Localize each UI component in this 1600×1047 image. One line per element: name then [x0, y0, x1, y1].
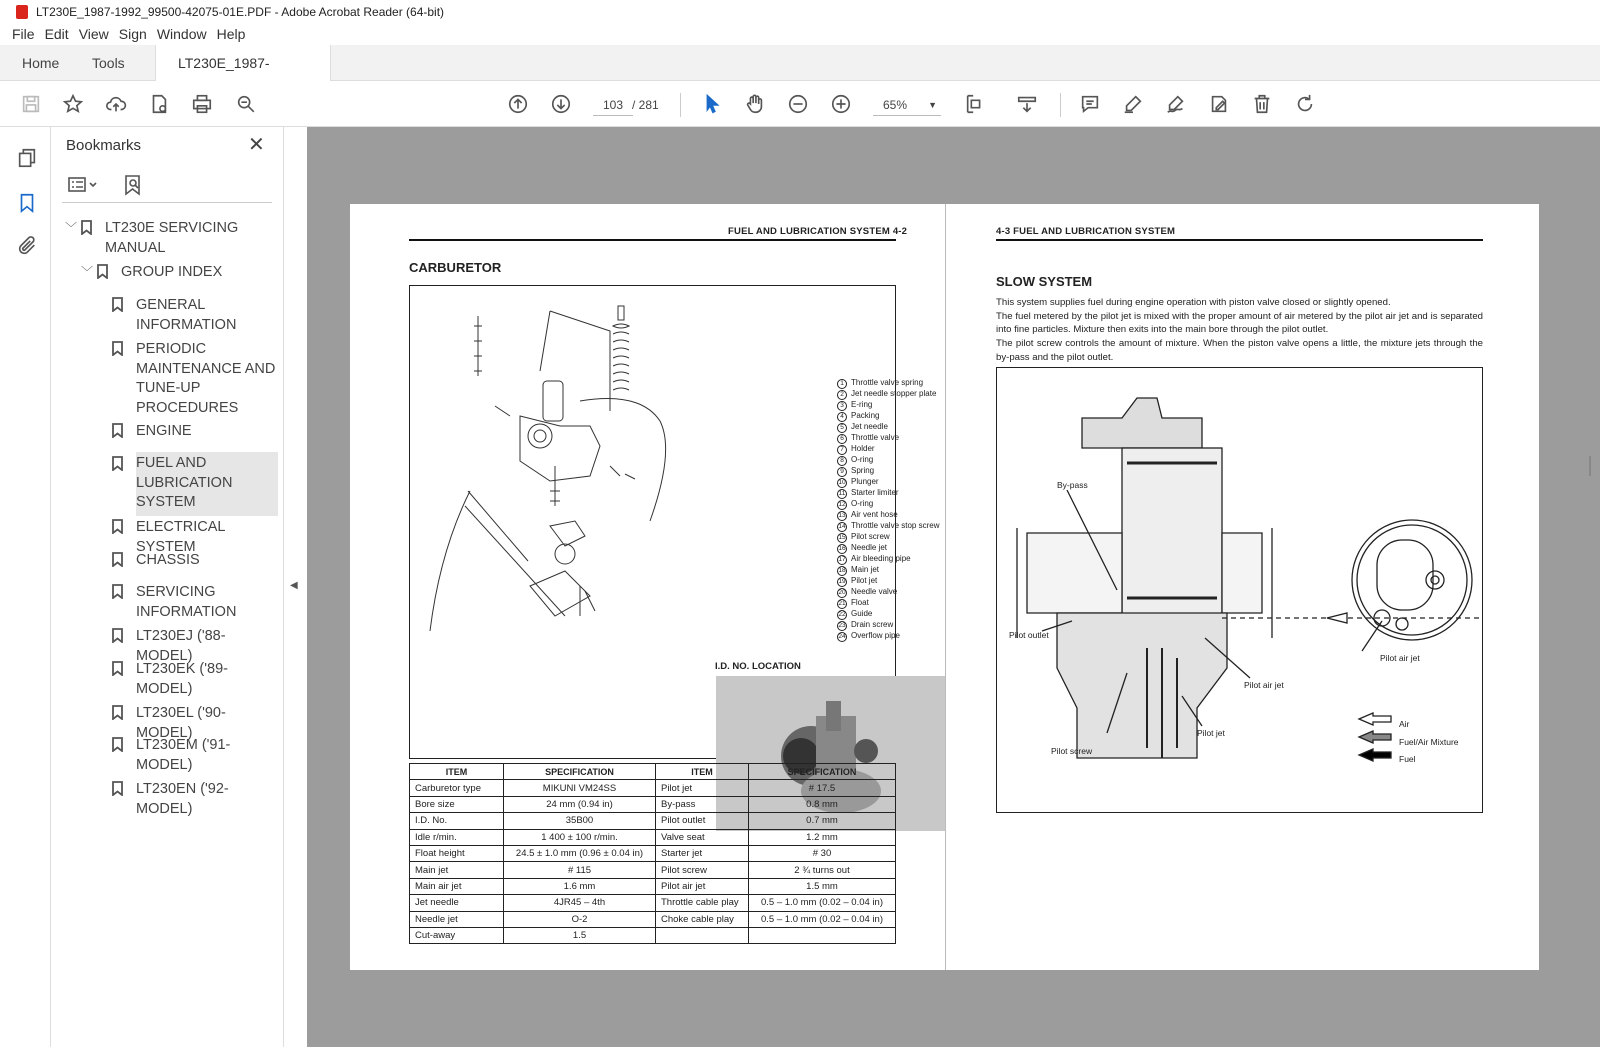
legend-fuel: Fuel — [1399, 754, 1416, 764]
part-number: 24 — [838, 633, 846, 640]
part-legend-item — [837, 422, 939, 433]
table-cell: # 115 — [504, 862, 656, 878]
table-row — [410, 878, 896, 894]
part-name: Pilot screw — [851, 532, 890, 541]
part-legend-item — [837, 609, 939, 620]
section-title: SLOW SYSTEM — [996, 274, 1093, 289]
bookmark-periodic-maintenance[interactable] — [136, 340, 276, 418]
part-number: 11 — [838, 490, 846, 497]
part-number: 10 — [838, 479, 846, 486]
find-bookmark-icon[interactable] — [124, 174, 144, 196]
part-legend-item — [837, 620, 939, 631]
part-number: 19 — [838, 578, 846, 585]
chevron-down-icon[interactable]: ﹀ — [65, 221, 78, 235]
bookmark-label: GENERAL INFORMATION — [136, 297, 237, 333]
menu-file[interactable]: File — [12, 26, 35, 42]
part-name: O-ring — [851, 499, 874, 508]
part-name: Plunger — [851, 477, 879, 486]
table-row — [410, 895, 896, 911]
table-row — [410, 829, 896, 845]
slow-system-description — [996, 296, 1483, 365]
next-page-icon[interactable] — [548, 91, 574, 117]
bookmark-engine[interactable] — [136, 422, 276, 442]
part-legend-item — [837, 499, 939, 510]
part-legend-item — [837, 510, 939, 521]
zoom-level-value: 65% — [883, 98, 908, 112]
bookmark-label: LT230EM ('91-MODEL) — [136, 737, 231, 773]
part-legend-item — [837, 477, 939, 488]
part-legend-item — [837, 587, 939, 598]
table-row — [410, 813, 896, 829]
window-title: LT230E_1987-1992_99500-42075-01E.PDF - Adobe Acrobat Reader (64-bit) — [36, 4, 445, 19]
specification-rows — [410, 780, 896, 944]
part-number: 2 — [837, 390, 847, 400]
window-title-bar — [0, 0, 1600, 23]
previous-page-icon[interactable] — [505, 91, 531, 117]
bookmark-icon — [112, 519, 123, 534]
bookmarks-panel — [52, 127, 284, 1047]
table-cell: 1.2 mm — [749, 829, 896, 845]
bookmark-label: CHASSIS — [136, 552, 200, 568]
bookmark-icon — [81, 220, 92, 235]
hand-tool-icon[interactable] — [742, 91, 768, 117]
toolbar-divider — [1060, 93, 1061, 117]
bookmark-star-icon[interactable] — [60, 91, 86, 117]
bookmark-fuel-and-lubrication-system[interactable] — [136, 452, 278, 516]
part-number: 12 — [838, 501, 846, 508]
part-name: Air bleeding pipe — [851, 554, 911, 563]
table-cell: Pilot outlet — [656, 813, 749, 829]
part-name: Guide — [851, 609, 873, 618]
bookmarks-icon[interactable] — [16, 192, 38, 214]
table-cell: MIKUNI VM24SS — [504, 780, 656, 796]
part-name: Packing — [851, 411, 880, 420]
chevron-down-icon: ▼ — [928, 100, 937, 110]
part-name: Starter limiter — [851, 488, 899, 497]
part-number: 9 — [837, 467, 847, 477]
table-row — [410, 845, 896, 861]
part-name: Overflow pipe — [851, 631, 900, 640]
bookmark-icon — [112, 341, 123, 356]
select-cursor-icon[interactable] — [699, 91, 725, 117]
table-cell: Pilot jet — [656, 780, 749, 796]
menu-bar — [0, 23, 1600, 45]
table-cell: 0.7 mm — [749, 813, 896, 829]
label-pilot-screw: Pilot screw — [1051, 746, 1093, 756]
table-cell: 24.5 ± 1.0 mm (0.96 ± 0.04 in) — [504, 845, 656, 861]
table-row — [410, 780, 896, 796]
bookmark-lt230em[interactable] — [136, 736, 236, 775]
slow-system-figure — [996, 367, 1483, 813]
label-pilot-outlet: Pilot outlet — [1009, 630, 1049, 640]
table-header: SPECIFICATION — [749, 764, 896, 780]
bookmarks-title: Bookmarks — [66, 137, 142, 154]
table-cell: Carburetor type — [410, 780, 504, 796]
pdf-page-4-3 — [945, 204, 1539, 970]
toolbar-divider — [680, 93, 681, 117]
save-icon[interactable] — [18, 91, 44, 117]
bookmark-icon — [112, 584, 123, 599]
part-legend-item — [837, 411, 939, 422]
bookmark-icon — [112, 628, 123, 643]
part-number: 22 — [838, 611, 846, 618]
table-cell: 0.5 – 1.0 mm (0.02 – 0.04 in) — [749, 895, 896, 911]
part-legend-item — [837, 565, 939, 576]
bookmark-icon — [112, 661, 123, 676]
part-legend-item — [837, 400, 939, 411]
pdf-app-icon — [16, 5, 28, 19]
part-number: 14 — [838, 523, 846, 530]
table-cell: # 17.5 — [749, 780, 896, 796]
part-legend-item — [837, 389, 939, 400]
table-cell: 1.5 mm — [749, 878, 896, 894]
zoom-in-icon[interactable] — [828, 91, 854, 117]
bookmark-label: GROUP INDEX — [121, 264, 223, 280]
bookmark-options-icon[interactable] — [68, 175, 100, 195]
part-legend-item — [837, 521, 939, 532]
section-title: CARBURETOR — [409, 260, 502, 275]
part-number: 21 — [838, 600, 846, 607]
part-number: 16 — [838, 545, 846, 552]
scrollbar-thumb[interactable] — [1589, 456, 1591, 476]
table-cell: 1.6 mm — [504, 878, 656, 894]
page-thumbnails-icon[interactable] — [16, 147, 38, 169]
table-cell: 1.5 — [504, 927, 656, 943]
part-name: Pilot jet — [851, 576, 878, 585]
delete-icon[interactable] — [1249, 91, 1275, 117]
bookmark-label: SERVICING INFORMATION — [136, 584, 237, 620]
page-header: FUEL AND LUBRICATION SYSTEM 4-2 — [728, 226, 908, 237]
legend-air: Air — [1399, 719, 1410, 729]
label-pilot-jet: Pilot jet — [1197, 728, 1225, 738]
part-name: Holder — [851, 444, 875, 453]
table-cell — [656, 927, 749, 943]
scroll-mode-icon[interactable] — [1014, 91, 1040, 117]
page-fit-icon[interactable] — [962, 91, 988, 117]
table-header: ITEM — [410, 764, 504, 780]
table-cell: 24 mm (0.94 in) — [504, 796, 656, 812]
table-cell: Choke cable play — [656, 911, 749, 927]
part-name: Throttle valve — [851, 433, 900, 442]
header-rule — [996, 239, 1483, 241]
part-legend-item — [837, 598, 939, 609]
table-cell: I.D. No. — [410, 813, 504, 829]
menu-view[interactable]: View — [78, 26, 109, 42]
part-name: Float — [851, 598, 869, 607]
bookmark-lt230en[interactable] — [136, 780, 236, 819]
paragraph: The pilot screw controls the amount of mixture. When the piston valve opens a little, the mixture jets through the by-pass and the pilot outlet. — [996, 338, 1483, 363]
part-name: Main jet — [851, 565, 880, 574]
part-name: O-ring — [851, 455, 874, 464]
part-name: Needle jet — [851, 543, 888, 552]
table-row — [410, 911, 896, 927]
collapse-panel-icon[interactable]: ◀ — [290, 580, 298, 591]
bookmark-label: PERIODIC MAINTENANCE AND TUNE-UP PROCEDURES — [136, 341, 276, 416]
table-cell: O-2 — [504, 911, 656, 927]
highlight-pen-icon[interactable] — [1120, 91, 1146, 117]
bookmark-general-information[interactable] — [136, 296, 256, 335]
table-cell: Main jet — [410, 862, 504, 878]
bookmark-icon — [112, 781, 123, 796]
bookmarks-toolbar — [62, 167, 272, 203]
legend-fuel-air-mixture: Fuel/Air Mixture — [1399, 737, 1459, 747]
part-legend-item — [837, 631, 939, 642]
bookmark-chassis[interactable] — [136, 551, 276, 571]
id-location-caption: I.D. NO. LOCATION — [715, 661, 801, 672]
part-legend-item — [837, 554, 939, 565]
part-name: Jet needle — [851, 422, 888, 431]
bookmark-icon — [112, 456, 123, 471]
part-name: Drain screw — [851, 620, 894, 629]
table-cell: 35B00 — [504, 813, 656, 829]
bookmark-lt230e-servicing-manual[interactable] — [65, 219, 275, 258]
part-name: Jet needle stopper plate — [851, 389, 937, 398]
menu-edit[interactable]: Edit — [44, 26, 69, 42]
bookmark-icon — [112, 423, 123, 438]
table-cell: Float height — [410, 845, 504, 861]
tab-document-label: LT230E_1987- — [178, 55, 270, 71]
part-number: 13 — [838, 512, 846, 519]
specification-table — [409, 763, 896, 944]
part-legend-item — [837, 378, 939, 389]
carburetor-figure — [409, 285, 940, 759]
bookmark-label: LT230EJ ('88-MODEL) — [136, 628, 226, 664]
sign-icon[interactable] — [1163, 91, 1189, 117]
menu-help[interactable]: Help — [216, 26, 246, 42]
part-legend-item — [837, 576, 939, 587]
bookmark-servicing-information[interactable] — [136, 583, 256, 622]
bookmark-icon — [112, 737, 123, 752]
part-legend-item — [837, 532, 939, 543]
label-pilot-air-jet: Pilot air jet — [1244, 680, 1284, 690]
part-number: 17 — [838, 556, 846, 563]
table-row — [410, 796, 896, 812]
part-legend-item — [837, 433, 939, 444]
header-rule — [409, 239, 896, 241]
part-number: 15 — [838, 534, 846, 541]
bookmark-icon — [112, 705, 123, 720]
bookmark-lt230ek[interactable] — [136, 660, 236, 699]
chevron-down-icon[interactable]: ﹀ — [81, 265, 94, 279]
pdf-page-4-2 — [350, 204, 945, 970]
bookmark-group-index[interactable] — [81, 263, 281, 283]
part-number: 4 — [837, 412, 847, 422]
zoom-level-select[interactable] — [873, 94, 941, 116]
toolbar — [0, 81, 1600, 127]
table-row — [410, 862, 896, 878]
part-number: 7 — [837, 445, 847, 455]
bookmark-label: ELECTRICAL SYSTEM — [136, 519, 225, 555]
part-number: 1 — [837, 379, 847, 389]
menu-window[interactable]: Window — [156, 26, 207, 42]
part-name: Throttle valve stop screw — [851, 521, 940, 530]
part-number: 20 — [838, 589, 846, 596]
label-by-pass: By-pass — [1057, 480, 1088, 490]
table-cell: Cut-away — [410, 927, 504, 943]
attachments-icon[interactable] — [16, 235, 38, 257]
part-number: 8 — [837, 456, 847, 466]
bookmark-label: FUEL AND LUBRICATION SYSTEM — [136, 455, 233, 510]
table-cell: Main air jet — [410, 878, 504, 894]
label-pilot-air-jet-detail: Pilot air jet — [1380, 653, 1420, 663]
print-icon[interactable] — [189, 91, 215, 117]
paragraph: This system supplies fuel during engine operation with piston valve closed or slightly opened. — [996, 297, 1391, 308]
part-legend-item — [837, 488, 939, 499]
part-name: Throttle valve spring — [851, 378, 924, 387]
close-icon[interactable]: ✕ — [248, 134, 265, 156]
upload-cloud-icon[interactable] — [103, 91, 129, 117]
bookmark-label: ENGINE — [136, 423, 192, 439]
part-name: E-ring — [851, 400, 873, 409]
table-row — [410, 927, 896, 943]
page-total: / 281 — [632, 98, 659, 112]
part-legend-item — [837, 444, 939, 455]
part-legend-item — [837, 455, 939, 466]
table-cell: Idle r/min. — [410, 829, 504, 845]
table-cell — [749, 927, 896, 943]
rotate-icon[interactable] — [1292, 91, 1318, 117]
table-cell: Jet needle — [410, 895, 504, 911]
table-cell: Pilot air jet — [656, 878, 749, 894]
part-legend-item — [837, 543, 939, 554]
table-cell: Needle jet — [410, 911, 504, 927]
table-cell: 0.8 mm — [749, 796, 896, 812]
comment-icon[interactable] — [1077, 91, 1103, 117]
table-header: SPECIFICATION — [504, 764, 656, 780]
zoom-out-icon[interactable] — [785, 91, 811, 117]
bookmark-label: LT230EL ('90-MODEL) — [136, 705, 226, 741]
table-cell: 4JR45 – 4th — [504, 895, 656, 911]
part-number: 6 — [837, 434, 847, 444]
part-number: 3 — [837, 401, 847, 411]
tab-tools[interactable]: Tools — [92, 55, 125, 71]
bookmark-icon — [97, 264, 108, 279]
left-navigation-rail — [0, 127, 51, 1047]
tab-home[interactable]: Home — [22, 55, 60, 71]
table-cell: # 30 — [749, 845, 896, 861]
table-cell: Pilot screw — [656, 862, 749, 878]
table-cell: Valve seat — [656, 829, 749, 845]
table-cell: Bore size — [410, 796, 504, 812]
edit-pdf-icon[interactable] — [1206, 91, 1232, 117]
table-cell: 2 ¾ turns out — [749, 862, 896, 878]
part-legend-item — [837, 466, 939, 477]
table-cell: 0.5 – 1.0 mm (0.02 – 0.04 in) — [749, 911, 896, 927]
part-number: 23 — [838, 622, 846, 629]
table-cell: By-pass — [656, 796, 749, 812]
table-cell: 1 400 ± 100 r/min. — [504, 829, 656, 845]
part-number: 5 — [837, 423, 847, 433]
part-name: Spring — [851, 466, 875, 475]
table-cell: Starter jet — [656, 845, 749, 861]
tab-bar — [0, 45, 1600, 81]
create-pdf-icon[interactable] — [146, 91, 172, 117]
bookmark-label: LT230EN ('92-MODEL) — [136, 781, 229, 817]
part-name: Needle valve — [851, 587, 898, 596]
bookmark-icon — [112, 297, 123, 312]
search-icon[interactable] — [233, 91, 259, 117]
menu-sign[interactable]: Sign — [118, 26, 147, 42]
part-number: 18 — [838, 567, 846, 574]
page-number-input[interactable]: 103 — [593, 94, 633, 116]
bookmark-label: LT230EK ('89-MODEL) — [136, 661, 228, 697]
tab-document[interactable] — [155, 45, 331, 82]
paragraph: The fuel metered by the pilot jet is mixed with the proper amount of air metered by the pilot air jet and is separated into fine particles. Mixture then exits into the main bore through the pilot outlet. — [996, 310, 1483, 336]
page-header: 4-3 FUEL AND LUBRICATION SYSTEM — [996, 226, 1176, 237]
table-header: ITEM — [656, 764, 749, 780]
bookmark-icon — [112, 552, 123, 567]
part-name: Air vent hose — [851, 510, 898, 519]
bookmark-label: LT230E SERVICING MANUAL — [105, 220, 239, 256]
table-cell: Throttle cable play — [656, 895, 749, 911]
parts-legend — [837, 378, 939, 642]
